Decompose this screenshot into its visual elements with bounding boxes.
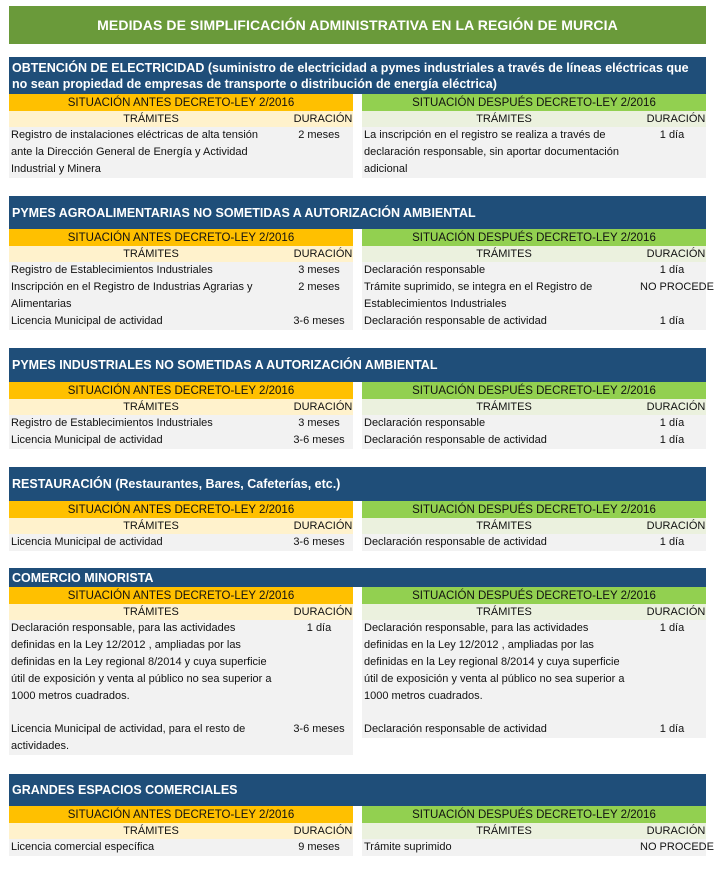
- section-heading: PYMES INDUSTRIALES NO SOMETIDAS A AUTORIZACIÓN AMBIENTAL: [9, 348, 706, 382]
- tramite-text: Declaración responsable, para las actividades definidas en la Ley 12/2012 , ampliadas por las definidas en la Ley regional 8/2014 y cuya superficie útil de exposición y venta al público no sea superior a 1000 metros cuadrados.: [11, 622, 272, 702]
- before-situation-header: SITUACIÓN ANTES DECRETO-LEY 2/2016: [9, 382, 353, 399]
- after-situation-header: SITUACIÓN DESPUÉS DECRETO-LEY 2/2016: [362, 94, 706, 111]
- tramites-list: [9, 839, 353, 856]
- tramites-header: TRÁMITES: [476, 248, 532, 260]
- table-row: [9, 127, 353, 178]
- after-column: [362, 382, 706, 449]
- tramites-list: [362, 127, 706, 178]
- table-row: [362, 262, 706, 279]
- duracion-header: DURACIÓN: [646, 248, 706, 260]
- tramite-text: Registro de instalaciones eléctricas de alta tensión ante la Dirección General de Energía y Actividad Industrial y Minera: [11, 129, 259, 175]
- duracion-value: 2 meses: [298, 129, 340, 141]
- before-situation-header: SITUACIÓN ANTES DECRETO-LEY 2/2016: [9, 501, 353, 518]
- table-row: [9, 721, 353, 755]
- before-column: [9, 587, 353, 755]
- section-block: [9, 57, 706, 178]
- tramite-text: Declaración responsable de actividad: [364, 315, 547, 327]
- before-situation-header: SITUACIÓN ANTES DECRETO-LEY 2/2016: [9, 229, 353, 246]
- duracion-header: DURACIÓN: [646, 606, 706, 618]
- duracion-header: DURACIÓN: [646, 113, 706, 125]
- after-column: [362, 229, 714, 330]
- duracion-header: DURACIÓN: [293, 825, 353, 837]
- section-block: [9, 568, 706, 755]
- duracion-header: DURACIÓN: [646, 520, 706, 532]
- column-headers: [362, 111, 706, 127]
- column-headers: [9, 518, 353, 534]
- section-heading: PYMES AGROALIMENTARIAS NO SOMETIDAS A AUTORIZACIÓN AMBIENTAL: [9, 196, 706, 229]
- table-row: [9, 534, 353, 551]
- section-columns: [9, 94, 706, 178]
- duracion-header: DURACIÓN: [646, 825, 706, 837]
- duracion-header: DURACIÓN: [293, 401, 353, 413]
- section-columns: [9, 382, 706, 449]
- tramites-header: TRÁMITES: [123, 248, 179, 260]
- tramite-text: Declaración responsable: [364, 264, 486, 276]
- duracion-value: 3-6 meses: [293, 434, 345, 446]
- duracion-header: DURACIÓN: [293, 113, 353, 125]
- table-row: [9, 620, 353, 705]
- column-headers: [362, 518, 706, 534]
- table-row: [9, 415, 353, 432]
- page-title: MEDIDAS DE SIMPLIFICACIÓN ADMINISTRATIVA EN LA REGIÓN DE MURCIA: [9, 6, 706, 44]
- column-headers: [9, 399, 353, 415]
- section-block: [9, 774, 714, 856]
- before-situation-header: SITUACIÓN ANTES DECRETO-LEY 2/2016: [9, 94, 353, 111]
- duracion-value: 3-6 meses: [293, 723, 345, 735]
- tramites-list: [9, 534, 353, 551]
- section-heading: OBTENCIÓN DE ELECTRICIDAD (suministro de electricidad a pymes industriales a través de líneas eléctricas que no sean propiedad de empresas de transporte o distribución de energía eléctrica): [9, 57, 706, 94]
- table-row: [362, 620, 706, 705]
- duracion-header: DURACIÓN: [293, 248, 353, 260]
- duracion-value: 3-6 meses: [293, 315, 345, 327]
- table-row: [9, 279, 353, 313]
- duracion-value: 1 día: [659, 315, 685, 327]
- tramites-header: TRÁMITES: [476, 520, 532, 532]
- duracion-value: 3 meses: [298, 417, 340, 429]
- duracion-value: 1 día: [659, 622, 685, 634]
- tramite-text: Declaración responsable de actividad: [364, 434, 547, 446]
- duracion-value: 3-6 meses: [293, 536, 345, 548]
- tramites-header: TRÁMITES: [476, 825, 532, 837]
- before-situation-header: SITUACIÓN ANTES DECRETO-LEY 2/2016: [9, 587, 353, 604]
- tramite-text: Licencia Municipal de actividad: [11, 434, 163, 446]
- section-columns: [9, 229, 714, 330]
- tramites-list: [362, 620, 706, 738]
- table-row: [362, 415, 706, 432]
- tramites-header: TRÁMITES: [476, 606, 532, 618]
- column-headers: [362, 604, 706, 620]
- duracion-value: 1 día: [659, 417, 685, 429]
- after-situation-header: SITUACIÓN DESPUÉS DECRETO-LEY 2/2016: [362, 501, 706, 518]
- duracion-header: DURACIÓN: [293, 606, 353, 618]
- table-row: [362, 432, 706, 449]
- tramites-list: [9, 262, 353, 330]
- tramites-list: [362, 839, 714, 856]
- tramites-header: TRÁMITES: [123, 606, 179, 618]
- tramite-text: Licencia Municipal de actividad, para el resto de actividades.: [11, 723, 246, 752]
- table-row: [9, 313, 353, 330]
- section-columns: [9, 587, 706, 755]
- duracion-value: 2 meses: [298, 281, 340, 293]
- table-row: [9, 262, 353, 279]
- tramites-list: [362, 534, 706, 551]
- tramites-list: [362, 415, 706, 449]
- column-headers: [362, 246, 706, 262]
- after-situation-header: SITUACIÓN DESPUÉS DECRETO-LEY 2/2016: [362, 382, 706, 399]
- after-column: [362, 501, 706, 551]
- section-heading: GRANDES ESPACIOS COMERCIALES: [9, 774, 706, 806]
- tramite-text: Licencia Municipal de actividad: [11, 315, 163, 327]
- tramite-text: Registro de Establecimientos Industriales: [11, 417, 213, 429]
- section-block: [9, 348, 706, 449]
- column-headers: [9, 823, 353, 839]
- before-column: [9, 806, 353, 856]
- after-situation-header: SITUACIÓN DESPUÉS DECRETO-LEY 2/2016: [362, 587, 706, 604]
- tramite-text: Registro de Establecimientos Industriales: [11, 264, 213, 276]
- table-row: [362, 534, 706, 551]
- tramite-text: Inscripción en el Registro de Industrias Agrarias y Alimentarias: [11, 281, 253, 310]
- before-column: [9, 501, 353, 551]
- tramites-header: TRÁMITES: [123, 520, 179, 532]
- column-headers: [362, 399, 706, 415]
- section-columns: [9, 806, 714, 856]
- after-situation-header: SITUACIÓN DESPUÉS DECRETO-LEY 2/2016: [362, 806, 706, 823]
- section-columns: [9, 501, 706, 551]
- section-block: [9, 467, 706, 551]
- tramite-text: La inscripción en el registro se realiza a través de declaración responsable, sin aportar documentación adicional: [364, 129, 619, 175]
- duracion-value: NO PROCEDE: [640, 281, 714, 293]
- after-column: [362, 94, 706, 178]
- before-column: [9, 229, 353, 330]
- tramite-text: Declaración responsable de actividad: [364, 536, 547, 548]
- table-row: [362, 839, 714, 856]
- tramite-text: Declaración responsable, para las actividades definidas en la Ley 12/2012 , ampliadas por las definidas en la Ley regional 8/2014 y cuya superficie útil de exposición y venta al público no sea superior a 1000 metros cuadrados.: [364, 622, 625, 702]
- duracion-value: 1 día: [659, 723, 685, 735]
- before-column: [9, 382, 353, 449]
- table-row: [362, 127, 706, 178]
- before-column: [9, 94, 353, 178]
- tramite-text: Trámite suprimido: [364, 841, 452, 853]
- table-row: [9, 432, 353, 449]
- tramites-list: [362, 262, 714, 330]
- duracion-value: 9 meses: [298, 841, 340, 853]
- tramites-list: [9, 415, 353, 449]
- duracion-value: 1 día: [659, 536, 685, 548]
- tramites-header: TRÁMITES: [476, 113, 532, 125]
- tramite-text: Declaración responsable: [364, 417, 486, 429]
- section-heading: RESTAURACIÓN (Restaurantes, Bares, Cafeterías, etc.): [9, 467, 706, 501]
- tramite-text: Declaración responsable de actividad: [364, 723, 547, 735]
- duracion-value: 3 meses: [298, 264, 340, 276]
- duracion-value: 1 día: [659, 264, 685, 276]
- table-row: [362, 313, 706, 330]
- column-headers: [9, 604, 353, 620]
- tramites-header: TRÁMITES: [123, 401, 179, 413]
- after-column: [362, 587, 706, 755]
- table-row: [9, 839, 353, 856]
- section-heading: COMERCIO MINORISTA: [9, 568, 706, 587]
- tramite-text: Licencia Municipal de actividad: [11, 536, 163, 548]
- tramites-header: TRÁMITES: [123, 825, 179, 837]
- before-situation-header: SITUACIÓN ANTES DECRETO-LEY 2/2016: [9, 806, 353, 823]
- section-block: [9, 196, 714, 330]
- tramites-header: TRÁMITES: [123, 113, 179, 125]
- duracion-value: NO PROCEDE: [640, 841, 714, 853]
- table-row: [362, 279, 714, 313]
- column-headers: [362, 823, 706, 839]
- tramite-text: Trámite suprimido, se integra en el Registro de Establecimientos Industriales: [364, 281, 593, 310]
- duracion-value: 1 día: [659, 129, 685, 141]
- tramites-list: [9, 127, 353, 178]
- tramites-list: [9, 620, 353, 755]
- table-row: [362, 721, 706, 738]
- tramites-header: TRÁMITES: [476, 401, 532, 413]
- duracion-value: 1 día: [659, 434, 685, 446]
- after-column: [362, 806, 714, 856]
- duracion-value: 1 día: [306, 622, 332, 634]
- tramite-text: Licencia comercial específica: [11, 841, 155, 853]
- column-headers: [9, 246, 353, 262]
- duracion-header: DURACIÓN: [293, 520, 353, 532]
- column-headers: [9, 111, 353, 127]
- duracion-header: DURACIÓN: [646, 401, 706, 413]
- after-situation-header: SITUACIÓN DESPUÉS DECRETO-LEY 2/2016: [362, 229, 706, 246]
